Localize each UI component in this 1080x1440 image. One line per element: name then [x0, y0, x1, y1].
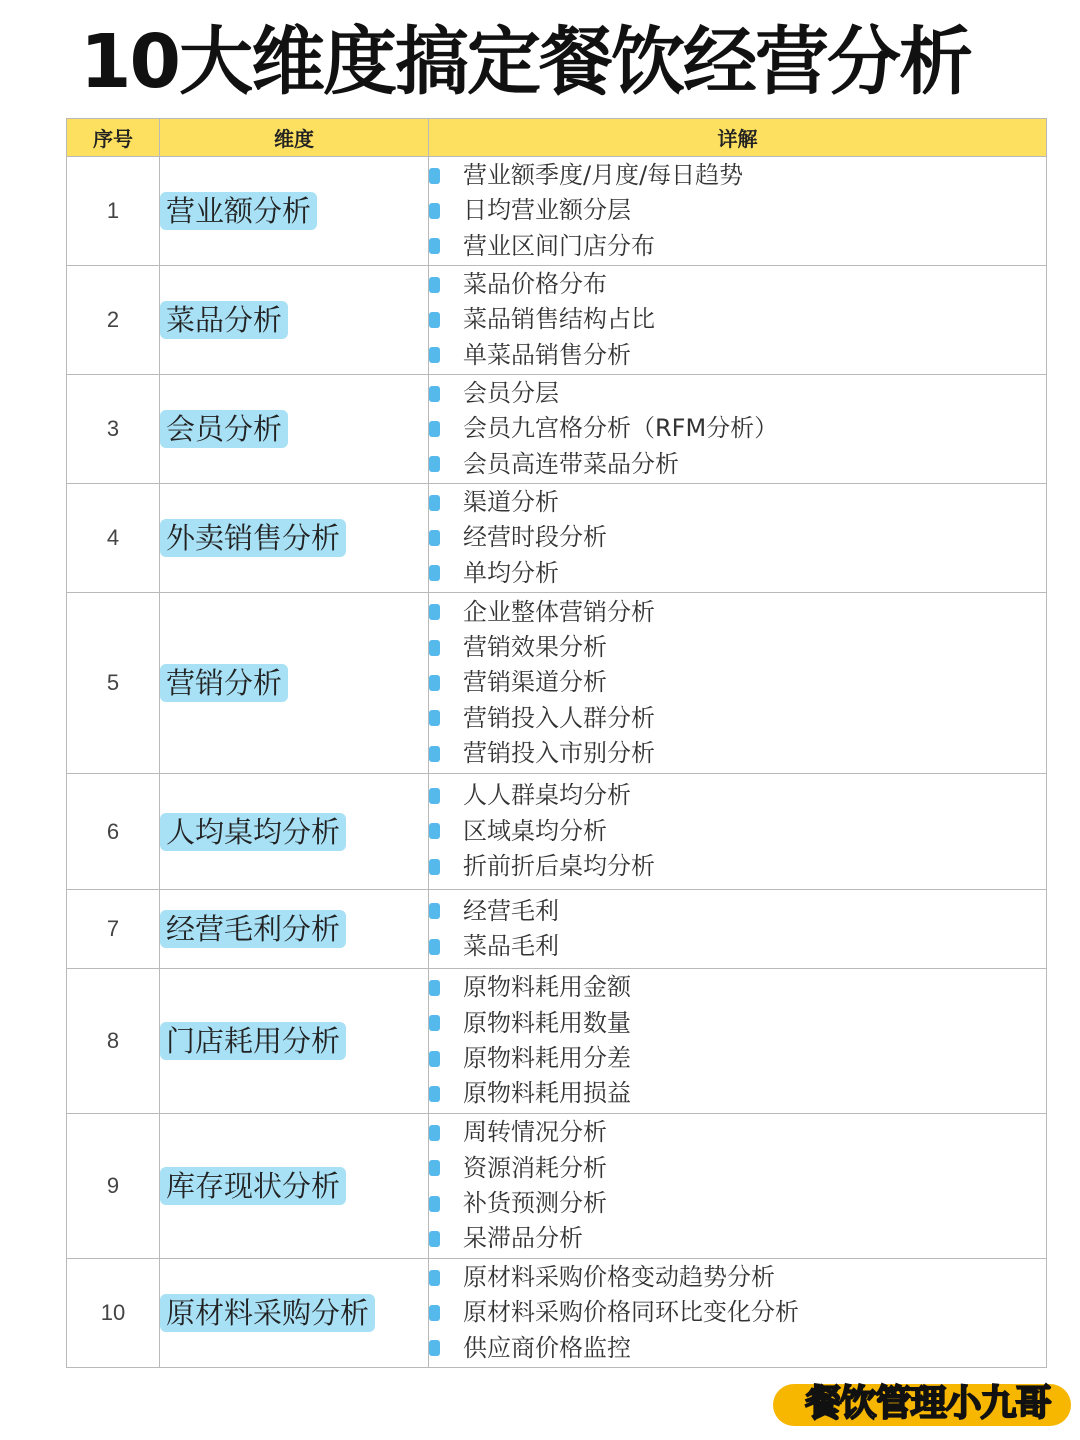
detail-text: 区域桌均分析	[463, 816, 607, 845]
detail-text: 日均营业额分层	[463, 196, 631, 225]
list-item	[429, 1295, 1046, 1330]
row-index: 8	[67, 969, 160, 1114]
detail-text: 人人群桌均分析	[463, 781, 631, 810]
list-item	[429, 447, 1046, 482]
list-item	[429, 595, 1046, 630]
bullet-icon	[429, 1015, 440, 1031]
list-item	[429, 1260, 1046, 1295]
detail-cell	[429, 1114, 1047, 1259]
detail-text: 企业整体营销分析	[463, 597, 655, 626]
dimension-label: 库存现状分析	[160, 1167, 346, 1205]
bullet-icon	[429, 1270, 440, 1286]
bullet-icon	[429, 1231, 440, 1247]
detail-list	[429, 894, 1046, 965]
detail-text: 供应商价格监控	[463, 1333, 631, 1362]
list-item	[429, 1151, 1046, 1186]
dimension-cell	[160, 375, 429, 484]
dimension-label: 原材料采购分析	[160, 1294, 375, 1332]
row-index: 6	[67, 774, 160, 890]
table-body	[67, 157, 1047, 1368]
list-item	[429, 1186, 1046, 1221]
list-item	[429, 1115, 1046, 1150]
list-item	[429, 665, 1046, 700]
bullet-icon	[429, 347, 440, 363]
bullet-icon	[429, 1086, 440, 1102]
dimension-label: 营销分析	[160, 664, 288, 702]
dimension-cell	[160, 593, 429, 774]
list-item	[429, 485, 1046, 520]
detail-text: 营销投入市别分析	[463, 739, 655, 768]
detail-text: 会员分层	[463, 378, 559, 407]
dimension-table	[66, 118, 1047, 1368]
detail-text: 菜品销售结构占比	[463, 305, 655, 334]
list-item	[429, 338, 1046, 373]
bullet-icon	[429, 788, 440, 804]
bullet-icon	[429, 675, 440, 691]
bullet-icon	[429, 859, 440, 875]
list-item	[429, 929, 1046, 964]
list-item	[429, 849, 1046, 884]
bullet-icon	[429, 710, 440, 726]
list-item	[429, 1221, 1046, 1256]
bullet-icon	[429, 939, 440, 955]
row-index: 1	[67, 157, 160, 266]
bullet-icon	[429, 386, 440, 402]
detail-text: 原材料采购价格变动趋势分析	[463, 1262, 775, 1291]
table-row	[67, 593, 1047, 774]
detail-text: 渠道分析	[463, 487, 559, 516]
bullet-icon	[429, 746, 440, 762]
bullet-icon	[429, 495, 440, 511]
bullet-icon	[429, 823, 440, 839]
bullet-icon	[429, 203, 440, 219]
detail-list	[429, 376, 1046, 482]
bullet-icon	[429, 530, 440, 546]
dimension-cell	[160, 484, 429, 593]
list-item	[429, 193, 1046, 228]
list-item	[429, 411, 1046, 446]
list-item	[429, 1041, 1046, 1076]
detail-list	[429, 595, 1046, 772]
detail-list	[429, 970, 1046, 1112]
row-index: 4	[67, 484, 160, 593]
detail-cell	[429, 1259, 1047, 1368]
list-item	[429, 970, 1046, 1005]
table-row	[67, 890, 1047, 969]
detail-text: 经营时段分析	[463, 523, 607, 552]
bullet-icon	[429, 980, 440, 996]
list-item	[429, 520, 1046, 555]
detail-cell	[429, 890, 1047, 969]
dimension-label: 营业额分析	[160, 192, 317, 230]
list-item	[429, 1331, 1046, 1366]
dimension-label: 外卖销售分析	[160, 519, 346, 557]
dimension-cell	[160, 969, 429, 1114]
page-title: 10大维度搞定餐饮经营分析	[80, 19, 971, 105]
table-row	[67, 484, 1047, 593]
dimension-label: 经营毛利分析	[160, 910, 346, 948]
header-detail: 详解	[429, 119, 1047, 157]
detail-text: 折前折后桌均分析	[463, 852, 655, 881]
detail-text: 会员九宫格分析（RFM分析）	[463, 414, 779, 443]
detail-text: 周转情况分析	[463, 1118, 607, 1147]
dimension-label: 人均桌均分析	[160, 813, 346, 851]
table-row	[67, 774, 1047, 890]
bullet-icon	[429, 1125, 440, 1141]
detail-cell	[429, 484, 1047, 593]
table-row	[67, 375, 1047, 484]
detail-text: 营业区间门店分布	[463, 231, 655, 260]
detail-cell	[429, 375, 1047, 484]
detail-cell	[429, 969, 1047, 1114]
bullet-icon	[429, 565, 440, 581]
table-row	[67, 1114, 1047, 1259]
row-index: 5	[67, 593, 160, 774]
detail-text: 单均分析	[463, 558, 559, 587]
bullet-icon	[429, 456, 440, 472]
detail-text: 单菜品销售分析	[463, 340, 631, 369]
detail-text: 经营毛利	[463, 896, 559, 925]
detail-text: 补货预测分析	[463, 1189, 607, 1217]
detail-text: 菜品价格分布	[463, 269, 607, 298]
row-index: 9	[67, 1114, 160, 1259]
detail-text: 营销渠道分析	[463, 668, 607, 697]
header-index: 序号	[67, 119, 160, 157]
bullet-icon	[429, 1196, 440, 1212]
bullet-icon	[429, 604, 440, 620]
bullet-icon	[429, 421, 440, 437]
table-header	[67, 119, 1047, 157]
list-item	[429, 1006, 1046, 1041]
dimension-cell	[160, 1114, 429, 1259]
list-item	[429, 158, 1046, 193]
dimension-label: 会员分析	[160, 410, 288, 448]
bullet-icon	[429, 903, 440, 919]
detail-list	[429, 485, 1046, 591]
table-row	[67, 1259, 1047, 1368]
dimension-cell	[160, 890, 429, 969]
list-item	[429, 556, 1046, 591]
detail-cell	[429, 593, 1047, 774]
row-index: 3	[67, 375, 160, 484]
list-item	[429, 376, 1046, 411]
list-item	[429, 701, 1046, 736]
detail-text: 资源消耗分析	[463, 1153, 607, 1182]
detail-text: 原材料采购价格同环比变化分析	[463, 1298, 799, 1327]
dimension-cell	[160, 157, 429, 266]
dimension-label: 菜品分析	[160, 301, 288, 339]
row-index: 2	[67, 266, 160, 375]
list-item	[429, 229, 1046, 264]
bullet-icon	[429, 277, 440, 293]
detail-cell	[429, 774, 1047, 890]
detail-text: 原物料耗用数量	[463, 1008, 631, 1037]
detail-text: 原物料耗用金额	[463, 973, 631, 1002]
detail-list	[429, 778, 1046, 884]
list-item	[429, 630, 1046, 665]
bullet-icon	[429, 1160, 440, 1176]
list-item	[429, 778, 1046, 813]
table-row	[67, 266, 1047, 375]
detail-text: 呆滞品分析	[463, 1224, 583, 1253]
bullet-icon	[429, 238, 440, 254]
detail-list	[429, 1115, 1046, 1257]
detail-text: 营销效果分析	[463, 632, 607, 661]
row-index: 10	[67, 1259, 160, 1368]
detail-cell	[429, 157, 1047, 266]
bullet-icon	[429, 1340, 440, 1356]
bullet-icon	[429, 312, 440, 328]
detail-text: 营业额季度/月度/每日趋势	[463, 160, 744, 189]
list-item	[429, 267, 1046, 302]
list-item	[429, 736, 1046, 771]
table-row	[67, 157, 1047, 266]
row-index: 7	[67, 890, 160, 969]
list-item	[429, 1076, 1046, 1111]
bullet-icon	[429, 168, 440, 184]
detail-text: 会员高连带菜品分析	[463, 449, 679, 478]
detail-list	[429, 1260, 1046, 1366]
dimension-label: 门店耗用分析	[160, 1022, 346, 1060]
list-item	[429, 894, 1046, 929]
list-item	[429, 302, 1046, 337]
detail-cell	[429, 266, 1047, 375]
dimension-cell	[160, 266, 429, 375]
dimension-cell	[160, 1259, 429, 1368]
detail-text: 原物料耗用分差	[463, 1044, 631, 1072]
detail-list	[429, 267, 1046, 373]
list-item	[429, 814, 1046, 849]
detail-text: 菜品毛利	[463, 932, 559, 960]
detail-text: 营销投入人群分析	[463, 703, 655, 732]
detail-text: 原物料耗用损益	[463, 1079, 631, 1108]
table-row	[67, 969, 1047, 1114]
bullet-icon	[429, 1051, 440, 1067]
bullet-icon	[429, 640, 440, 656]
bullet-icon	[429, 1305, 440, 1321]
brand-name: 餐饮管理小九哥	[805, 1383, 1051, 1424]
dimension-cell	[160, 774, 429, 890]
header-dimension: 维度	[160, 119, 429, 157]
detail-list	[429, 158, 1046, 264]
